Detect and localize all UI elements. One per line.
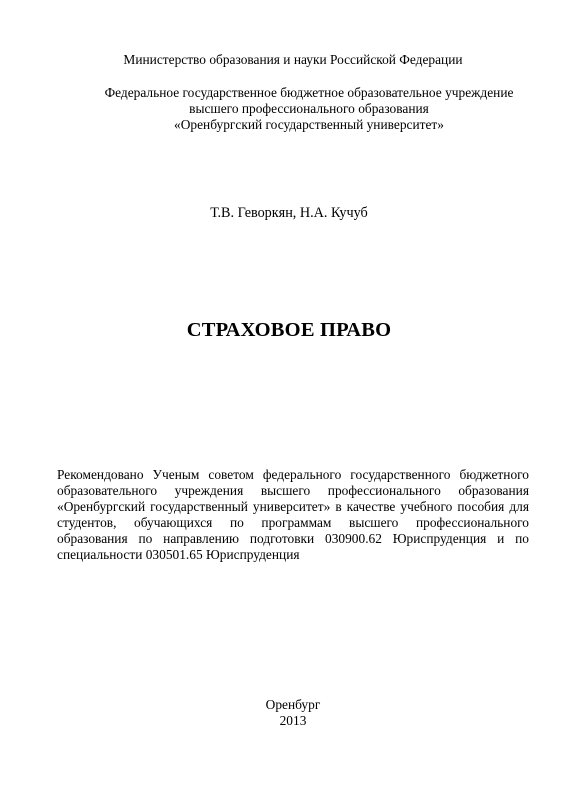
- publication-city: Оренбург: [265, 697, 321, 712]
- organization-line-3: «Оренбургский государственный университет»: [174, 117, 444, 132]
- recommendation-line-2: образовательного учреждения высшего профессионального образования: [57, 483, 529, 498]
- recommendation-line-1: Рекомендовано Ученым советом федерального государственного бюджетного: [57, 467, 529, 482]
- authors: Т.В. Геворкян, Н.А. Кучуб: [210, 205, 368, 221]
- recommendation-line-4: студентов, обучающихся по программам высшего профессионального: [57, 515, 529, 530]
- publication-year: 2013: [279, 713, 307, 728]
- ministry-name: Министерство образования и науки Российской Федерации: [123, 52, 463, 67]
- organization-line-1: Федеральное государственное бюджетное образовательное учреждение: [104, 85, 514, 100]
- organization-line-2: высшего профессионального образования: [189, 101, 429, 116]
- recommendation-line-5: образования по направлению подготовки 030900.62 Юриспруденция и по: [57, 531, 529, 546]
- document-title: СТРАХОВОЕ ПРАВО: [186, 319, 392, 341]
- recommendation-line-6: специальности 030501.65 Юриспруденция: [57, 547, 300, 562]
- recommendation-line-3: «Оренбургский государственный университет» в качестве учебного пособия для: [57, 499, 529, 514]
